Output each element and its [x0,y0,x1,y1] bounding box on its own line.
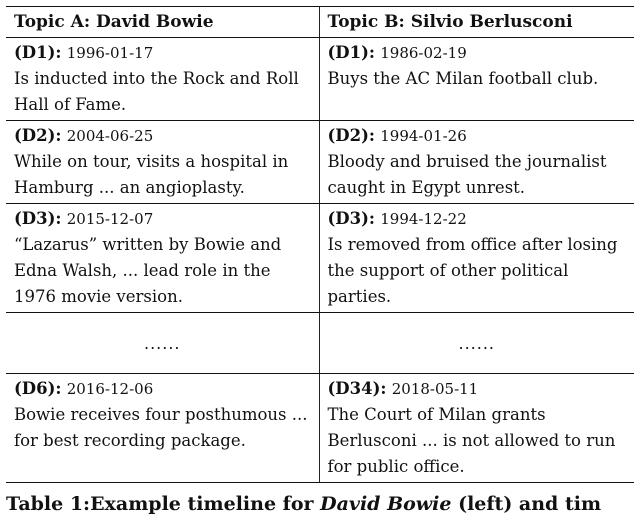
topic-b-entry-d3 [319,204,634,313]
topic-b-header: Topic B: Silvio Berlusconi [319,7,634,38]
entry-text: Bowie receives four posthumous ... for best recording package. [14,405,308,450]
entry-date: 2016-12-06 [66,380,154,398]
topic-a-entry-d2 [6,121,319,204]
topic-b-entry-d34 [319,374,634,483]
entry-text: Is removed from office after losing the support of other political parties. [327,235,618,306]
entry-label: (D3): [327,209,375,228]
topic-a-entry-d6 [6,374,319,483]
entry-date: 1986-02-19 [380,44,467,62]
entry-date: 1994-01-26 [380,127,467,145]
entry-label: (D2): [14,126,62,145]
topic-b-entry-d2 [319,121,634,204]
entry-date: 1994-12-22 [380,210,467,228]
timeline-table [6,6,634,483]
entry-label: (D3): [14,209,62,228]
entry-text: Is inducted into the Rock and Roll Hall of Fame. [14,69,299,114]
entry-text: While on tour, visits a hospital in Hamburg ... an angioplasty. [14,152,289,197]
timeline-table-container [6,6,634,483]
table-row [6,374,634,483]
table-row [6,121,634,204]
entry-text: “Lazarus” written by Bowie and Edna Walsh, ... lead role in the 1976 movie version. [14,235,282,306]
entry-label: (D2): [327,126,375,145]
entry-label: (D34): [327,379,387,398]
topic-a-header: Topic A: David Bowie [6,7,319,38]
entry-label: (D1): [14,43,62,62]
table-caption [6,492,601,516]
topic-b-entry-d1 [319,38,634,121]
entry-text: Bloody and bruised the journalist caught in Egypt unrest. [327,152,607,197]
entry-date: 1996-01-17 [66,44,154,62]
topic-b-ellipsis: ...... [319,313,634,374]
entry-text: The Court of Milan grants Berlusconi ... is not allowed to run for public office. [327,405,616,476]
caption-prefix: Table 1:Ex [6,493,116,515]
table-row [6,38,634,121]
topic-a-ellipsis: ...... [6,313,319,374]
entry-date: 2018-05-11 [391,380,479,398]
table-row [6,204,634,313]
entry-label: (D6): [14,379,62,398]
caption-italic-name: David Bowie [320,493,452,515]
entry-date: 2015-12-07 [66,210,154,228]
ellipsis-row [6,313,634,374]
table-header-row [6,7,634,38]
caption-middle: ample timeline for [115,493,321,515]
entry-date: 2004-06-25 [66,127,154,145]
caption-suffix: (left) and tim [451,493,602,515]
topic-a-entry-d3 [6,204,319,313]
entry-text: Buys the AC Milan football club. [327,69,599,88]
entry-label: (D1): [327,43,375,62]
topic-a-entry-d1 [6,38,319,121]
